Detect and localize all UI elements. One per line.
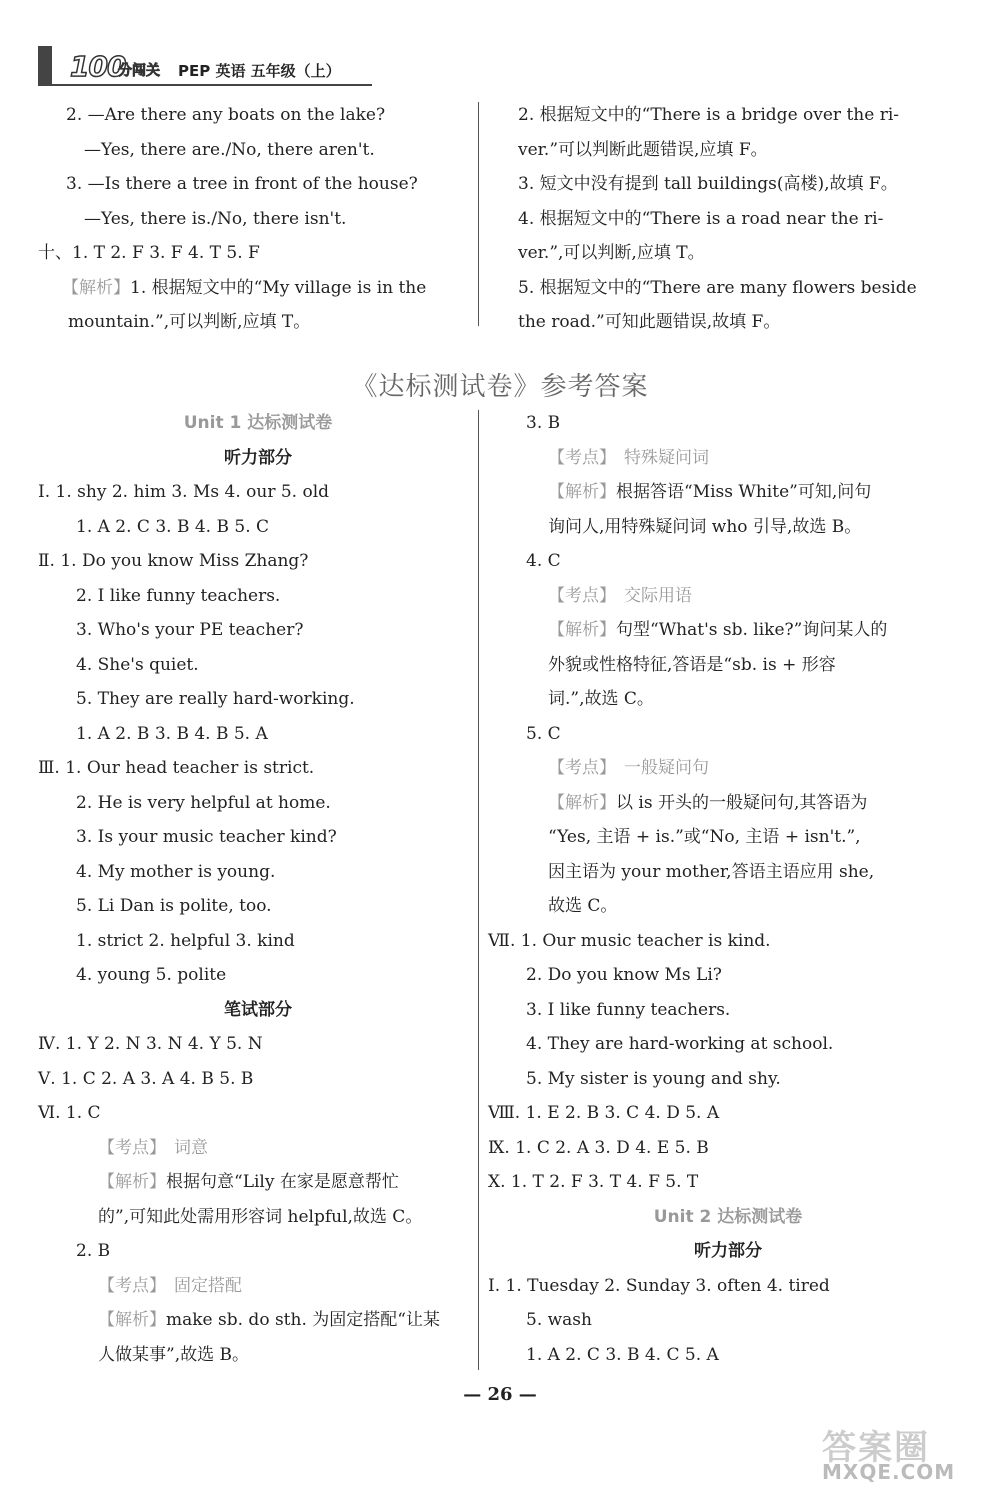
text-line: 4. young 5. polite — [76, 965, 227, 985]
analysis-line — [488, 786, 968, 821]
key-point-text: 一般疑问句 — [624, 758, 709, 778]
text-line: Ⅶ. 1. Our music teacher is kind. — [488, 930, 771, 951]
right-column — [488, 406, 968, 1372]
text-line: Ⅱ. 1. Do you know Miss Zhang? — [38, 551, 309, 571]
text-line: 1. strict 2. helpful 3. kind — [76, 930, 295, 951]
analysis-line: 询问人,用特殊疑问词 who 引导,故选 B。 — [548, 516, 862, 537]
analysis-line — [488, 475, 968, 510]
text-line: Ⅷ. 1. E 2. B 3. C 4. D 5. A — [488, 1103, 720, 1123]
text-line: 4. C — [526, 551, 561, 571]
key-point-text: 交际用语 — [624, 585, 692, 606]
text-line: Ⅲ. 1. Our head teacher is strict. — [38, 758, 315, 778]
listening-heading: 听力部分 — [694, 1241, 762, 1261]
book-title: PEP 英语 五年级（上） — [178, 62, 341, 80]
analysis-line: 外貌或性格特征,答语是“sb. is + 形容 — [548, 654, 836, 675]
page-number: — 26 — — [463, 1384, 537, 1405]
analysis-line: 因主语为 your mother,答语主语应用 she, — [548, 861, 875, 882]
text-line: 3. 短文中没有提到 tall buildings(高楼),故填 F。 — [518, 174, 898, 194]
key-point-line — [488, 579, 968, 614]
writing-heading: 笔试部分 — [224, 999, 292, 1020]
text-line: 1. A 2. C 3. B 4. C 5. A — [526, 1344, 719, 1365]
text-line: —Yes, there are./No, there aren't. — [84, 139, 375, 160]
text-line: ver.”,可以判断,应填 T。 — [518, 243, 705, 263]
text-line: 5. 根据短文中的“There are many flowers beside — [518, 277, 917, 298]
book-logo — [38, 46, 168, 86]
analysis-line: 人做某事”,故选 B。 — [98, 1344, 249, 1365]
text-line: 4. They are hard-working at school. — [526, 1034, 834, 1054]
watermark-en: MXQE.COM — [822, 1460, 956, 1484]
key-point-line — [488, 751, 968, 786]
key-point-text: 特殊疑问词 — [624, 447, 709, 468]
analysis-line: “Yes, 主语 + is.”或“No, 主语 + isn't.”, — [548, 827, 861, 847]
text-line: Ⅰ. 1. Tuesday 2. Sunday 3. often 4. tired — [488, 1275, 830, 1296]
analysis-line — [38, 1303, 478, 1338]
text-line: 4. 根据短文中的“There is a road near the ri- — [518, 208, 884, 229]
key-point-tag: 【考点】 — [548, 585, 616, 606]
watermark — [822, 1420, 982, 1484]
listening-heading: 听力部分 — [224, 447, 292, 468]
analysis-text: 1. 根据短文中的“My village is in the — [130, 277, 427, 298]
analysis-tag: 【解析】 — [548, 620, 616, 640]
key-point-line — [488, 441, 968, 476]
analysis-text: 根据答语“Miss White”可知,问句 — [616, 482, 872, 502]
text-line: Ⅵ. 1. C — [38, 1103, 101, 1123]
left-column — [38, 406, 478, 1372]
text-line: 2. I like funny teachers. — [76, 585, 281, 606]
analysis-line: 的”,可知此处需用形容词 helpful,故选 C。 — [98, 1206, 423, 1227]
analysis-line: 词.”,故选 C。 — [548, 689, 654, 709]
text-line: 3. Who's your PE teacher? — [76, 620, 304, 640]
text-line: 1. A 2. B 3. B 4. B 5. A — [76, 723, 268, 744]
text-line: 5. My sister is young and shy. — [526, 1068, 781, 1089]
text-line: 十、1. T 2. F 3. F 4. T 5. F — [38, 243, 260, 263]
text-line: 3. —Is there a tree in front of the house? — [66, 174, 418, 194]
text-line: 3. B — [526, 413, 561, 433]
header-rule — [52, 84, 372, 86]
analysis-tag: 【解析】 — [548, 482, 616, 502]
text-line: 5. C — [526, 723, 561, 744]
text-line: 2. 根据短文中的“There is a bridge over the ri- — [518, 105, 900, 125]
text-line: 2. —Are there any boats on the lake? — [66, 105, 386, 125]
key-point-tag: 【考点】 — [98, 1275, 166, 1296]
analysis-text: 句型“What's sb. like?”询问某人的 — [616, 620, 888, 640]
page-header — [38, 40, 368, 88]
unit1-title: Unit 1 达标测试卷 — [183, 413, 333, 433]
analysis-tag: 【解析】 — [98, 1310, 166, 1330]
analysis-tag: 【解析】 — [98, 1172, 166, 1192]
text-line: mountain.”,可以判断,应填 T。 — [68, 312, 311, 332]
text-line: Ⅴ. 1. C 2. A 3. A 4. B 5. B — [38, 1068, 254, 1089]
column-divider — [478, 102, 479, 326]
text-line: 3. Is your music teacher kind? — [76, 827, 337, 847]
top-right-column — [518, 98, 958, 340]
analysis-line — [488, 613, 968, 648]
text-line: 5. wash — [526, 1310, 592, 1330]
analysis-text: 根据句意“Lily 在家是愿意帮忙 — [166, 1172, 399, 1192]
text-line: 3. I like funny teachers. — [526, 999, 731, 1020]
text-line: 2. He is very helpful at home. — [76, 792, 331, 813]
analysis-line: 故选 C。 — [548, 896, 618, 916]
text-line: 5. Li Dan is polite, too. — [76, 896, 272, 916]
key-point-tag: 【考点】 — [98, 1137, 166, 1158]
key-point-text: 词意 — [174, 1137, 208, 1158]
text-line: Ⅰ. 1. shy 2. him 3. Ms 4. our 5. old — [38, 482, 330, 502]
text-line — [38, 271, 478, 306]
text-line: Ⅳ. 1. Y 2. N 3. N 4. Y 5. N — [38, 1034, 263, 1054]
text-line: 4. She's quiet. — [76, 654, 199, 675]
text-line: ver.”可以判断此题错误,应填 F。 — [518, 139, 768, 160]
text-line: 1. A 2. C 3. B 4. B 5. C — [76, 516, 270, 537]
analysis-line — [38, 1165, 478, 1200]
key-point-line — [38, 1269, 478, 1304]
logo-number: 100 — [70, 50, 126, 83]
text-line: 5. They are really hard-working. — [76, 689, 355, 709]
key-point-tag: 【考点】 — [548, 447, 616, 468]
text-line: 2. Do you know Ms Li? — [526, 965, 722, 985]
text-line: —Yes, there is./No, there isn't. — [84, 208, 347, 229]
logo-bar — [38, 46, 52, 86]
key-point-line — [38, 1131, 478, 1166]
unit2-title: Unit 2 达标测试卷 — [653, 1206, 803, 1227]
main-title: 《达标测试卷》参考答案 — [351, 372, 649, 402]
key-point-tag: 【考点】 — [548, 758, 616, 778]
logo-text: 分闯关 — [118, 63, 160, 79]
text-line: 2. B — [76, 1241, 111, 1261]
analysis-text: make sb. do sth. 为固定搭配“让某 — [166, 1310, 440, 1330]
text-line: Ⅹ. 1. T 2. F 3. T 4. F 5. T — [488, 1172, 699, 1192]
analysis-text: 以 is 开头的一般疑问句,其答语为 — [616, 792, 868, 813]
text-line: the road.”可知此题错误,故填 F。 — [518, 312, 781, 332]
column-divider — [478, 410, 479, 1370]
top-left-column — [38, 98, 478, 340]
key-point-text: 固定搭配 — [174, 1275, 242, 1296]
text-line: 4. My mother is young. — [76, 861, 276, 882]
text-line: Ⅸ. 1. C 2. A 3. D 4. E 5. B — [488, 1137, 709, 1158]
analysis-tag: 【解析】 — [548, 792, 616, 813]
analysis-tag: 【解析】 — [62, 277, 130, 298]
watermark-cn: 答案圈 — [822, 1428, 930, 1468]
